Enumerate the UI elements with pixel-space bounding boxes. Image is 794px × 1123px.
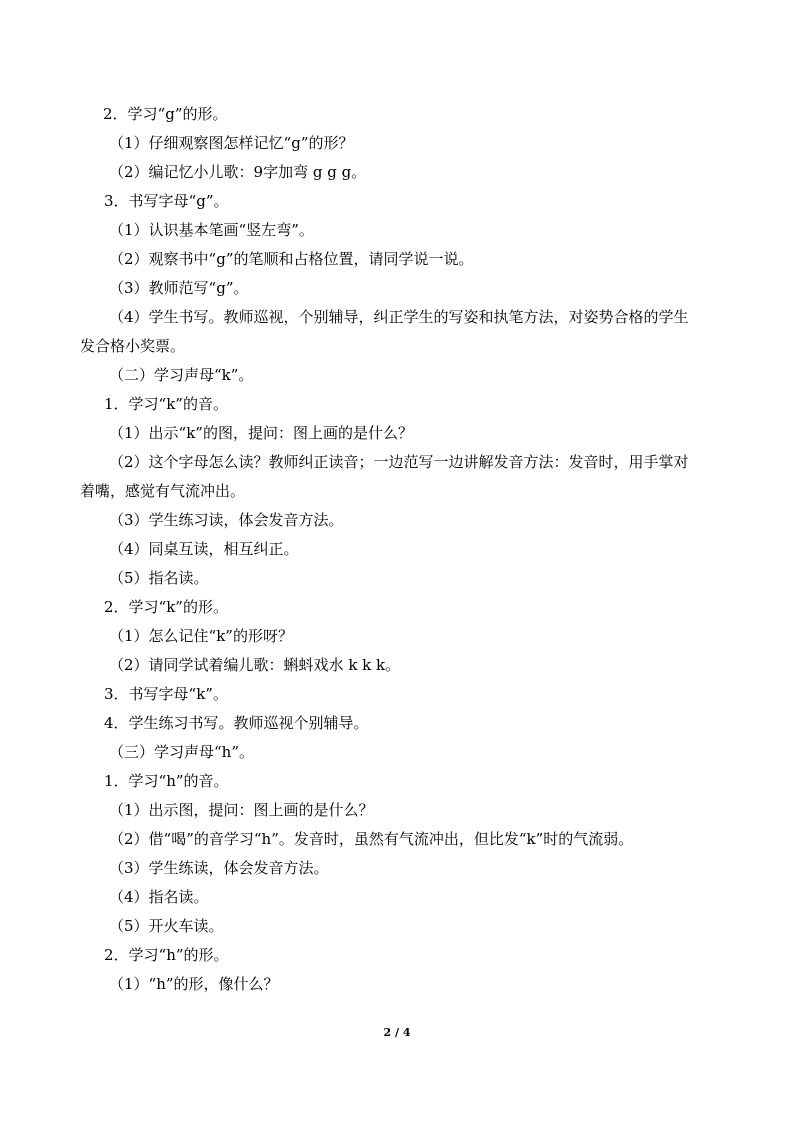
text-line: （3）学生练读，体会发音方法。	[109, 859, 329, 877]
text-line: （3）教师范写“g”。	[109, 279, 249, 297]
text-line: （4）指名读。	[109, 888, 209, 906]
text-line: （1）出示图，提问：图上画的是什么？	[109, 801, 374, 819]
text-line: （1）仔细观察图怎样记忆“g”的形？	[109, 134, 354, 152]
text-line: 4．学生练习书写。教师巡视个别辅导。	[104, 714, 369, 732]
text-line: （5）开火车读。	[109, 917, 224, 935]
text-line: （2）观察书中“g”的笔顺和占格位置，请同学说一说。	[109, 250, 474, 268]
text-line: 2．学习“h”的形。	[104, 946, 229, 964]
text-line: 3．书写字母“g”。	[104, 192, 229, 210]
text-line: 1．学习“h”的音。	[104, 772, 229, 790]
text-line: （1）怎么记住“k”的形呀？	[109, 627, 293, 645]
text-line: （1）出示“k”的图，提问：图上画的是什么？	[109, 424, 413, 442]
text-line: （4）同桌互读，相互纠正。	[109, 540, 299, 558]
text-line: （2）请同学试着编儿歌：蝌蚪戏水 k k k。	[109, 656, 401, 674]
text-line: 1．学习“k”的音。	[104, 395, 228, 413]
text-line: （4）学生书写。教师巡视，个别辅导，纠正学生的写姿和执笔方法，对姿势合格的学生	[109, 308, 689, 326]
text-line: 发合格小奖票。	[80, 337, 186, 355]
text-line: 着嘴，感觉有气流冲出。	[80, 482, 246, 500]
text-line: （2）编记忆小儿歌：9字加弯 g g g。	[109, 163, 367, 181]
text-line: （2）借“喝”的音学习“h”。发音时，虽然有气流冲出，但比发“k”时的气流弱。	[109, 830, 634, 848]
text-line: 3．书写字母“k”。	[104, 685, 228, 703]
section-heading: （三）学习声母“h”。	[109, 743, 254, 761]
text-line: 2．学习“k”的形。	[104, 598, 228, 616]
text-line: 2．学习“g”的形。	[103, 105, 228, 123]
text-line: （3）学生练习读，体会发音方法。	[109, 511, 344, 529]
text-line: （5）指名读。	[109, 569, 209, 587]
page-number: 2 / 4	[383, 1026, 411, 1039]
text-line: （1）认识基本笔画“竖左弯”。	[109, 221, 314, 239]
text-line: （2）这个字母怎么读？教师纠正读音；一边范写一边讲解发音方法：发音时，用手掌对	[109, 453, 689, 471]
section-heading: （二）学习声母“k”。	[109, 366, 254, 384]
text-line: （1）“h”的形，像什么？	[109, 975, 279, 993]
